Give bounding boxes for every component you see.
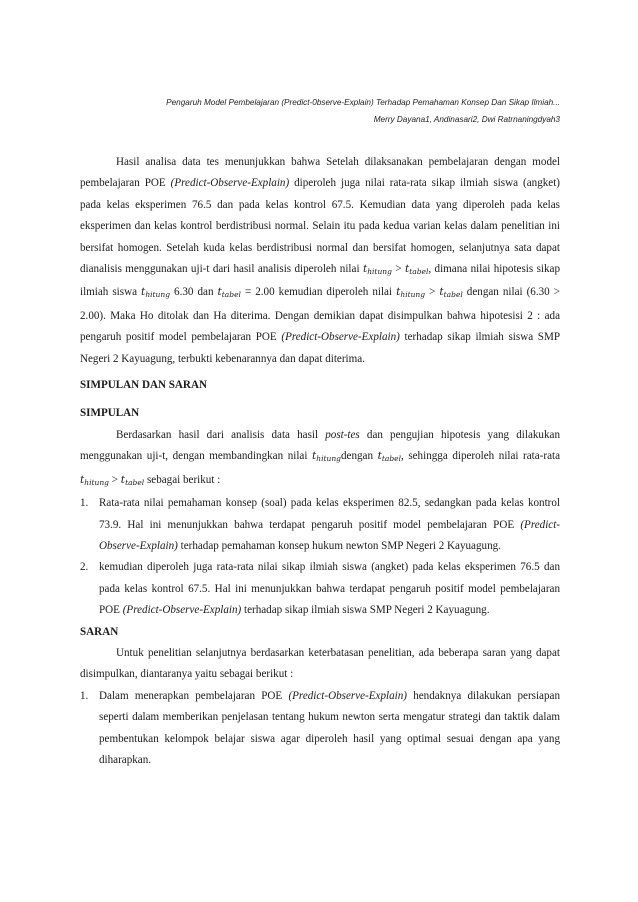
simpulan-intro: Berdasarkan hasil dari analisis data hasil post-tes dan pengujian hipotesis yang dilakukan menggunakan uji-t, dengan membandingkan nilai $t_{hitung}dengan$ $t_{tabel}$, sehingga diperoleh nilai rata-rata $t_{hitung} > t_{tabel}$ sebagai berikut : [80, 428, 560, 487]
t-hitung: $t_{hitung}$ [141, 286, 171, 300]
t-hitung: $t_{hitung}$ [312, 450, 341, 464]
results-paragraph: Hasil analisa data tes menunjukkan bahwa Setelah dilaksanakan pembelajaran dengan model pembelajaran POE (Predict-Observe-Explain) diperoleh juga nilai rata-rata sikap ilmiah siswa (angket) pada kelas eksperimen 76.5 dan pada kelas kontrol 67.5. Kemudian data yang diperoleh pada kelas eksperimen dan kelas kontrol berdistribusi normal. Selain itu pada kedua varian kelas dalam penelitian ini bersifat homogen. Setelah kuda kelas berdistribusi normal dan bersifat homogen, selanjutnya sata dapat dianalisis menggunakan uji-t dari hasil analisis diperoleh nilai $t_{hitung} > t_{tabel}$, dimana nilai hipotesis sikap ilmiah siswa $t_{hitung}$ 6.30 dan $t_{tabel} = 2.00$ kemudian diperoleh nilai $t_{hitung} > t_{tabel}$ dengan nilai (6.30 > 2.00). Maka Ho ditolak dan Ha diterima. Dengan demikian dapat disimpulkan bahwa hipotesisi 2 : ada pengaruh positif model pembelajaran POE (Predict-Observe-Explain) terhadap sikap ilmiah siswa SMP Negeri 2 Kayuagung, terbukti kebenarannya dan dapat diterima. [80, 156, 560, 365]
t-tabel: $t_{tabel}$ [120, 473, 145, 487]
simpulan-list [80, 493, 560, 621]
t-tabel: $t_{tabel}$ [217, 286, 241, 300]
t-hitung: $t_{hitung}$ [396, 286, 426, 300]
saran-list [80, 686, 560, 772]
running-header [80, 94, 560, 128]
saran-intro: Untuk penelitian selanjutnya berdasarkan keterbatasan penelitian, ada beberapa saran yang dapat disimpulkan, diantaranya yaitu sebagai berikut : [80, 646, 560, 681]
t-hitung: $t_{hitung}$ [362, 263, 392, 277]
t-tabel: $t_{tabel}$ [404, 263, 429, 277]
saran-heading: SARAN [80, 625, 119, 638]
list-item: 2. kemudian diperoleh juga rata-rata nilai sikap ilmiah siswa (angket) pada kelas eksperimen 76.5 dan pada kelas kontrol 67.5. Hal ini menunjukkan bahwa terdapat pengaruh positif model pembelajaran POE (Predict-Observe-Explain) terhadap sikap ilmiah siswa SMP Negeri 2 Kayuagung. [80, 561, 560, 617]
simpulan-heading: SIMPULAN [80, 407, 140, 420]
poe-term: (Predict-Observe-Explain) [170, 177, 290, 190]
list-item: 1. Rata-rata nilai pemahaman konsep (soal) pada kelas eksperimen 82.5, sedangkan pada kelas kontrol 73.9. Hal ini menunjukkan bahwa terdapat pengaruh positif model pembelajaran POE (Predict-Observe-Explain) terhadap pemahaman konsep hukum newton SMP Negeri 2 Kayuagung. [80, 497, 560, 552]
list-item: 1. Dalam menerapkan pembelajaran POE (Predict-Observe-Explain) hendaknya dilakukan persiapan seperti dalam memberikan penjelasan tentang hukum newton serta mengatur strategi dan taktik dalam pembentukan kelompok belajar siswa agar diperoleh hasil yang optimal sesuai dengan apa yang diharapkan. [80, 689, 560, 766]
t-tabel: $t_{tabel}$ [439, 286, 463, 300]
page-body [80, 152, 560, 771]
section-title: SIMPULAN DAN SARAN [80, 379, 207, 392]
t-tabel: $t_{tabel}$ [377, 450, 401, 464]
header-authors: Merry Dayana1, Andinasari2, Dwi Ratrnaningdyah3 [373, 115, 560, 124]
poe-term: (Predict-Observe-Explain) [281, 331, 400, 344]
t-hitung: $t_{hitung}$ [80, 473, 109, 487]
header-title: Pengaruh Model Pembelajaran (Predict-0bserve-Explain) Terhadap Pemahaman Konsep Dan Sikap Ilmiah... [166, 98, 560, 107]
